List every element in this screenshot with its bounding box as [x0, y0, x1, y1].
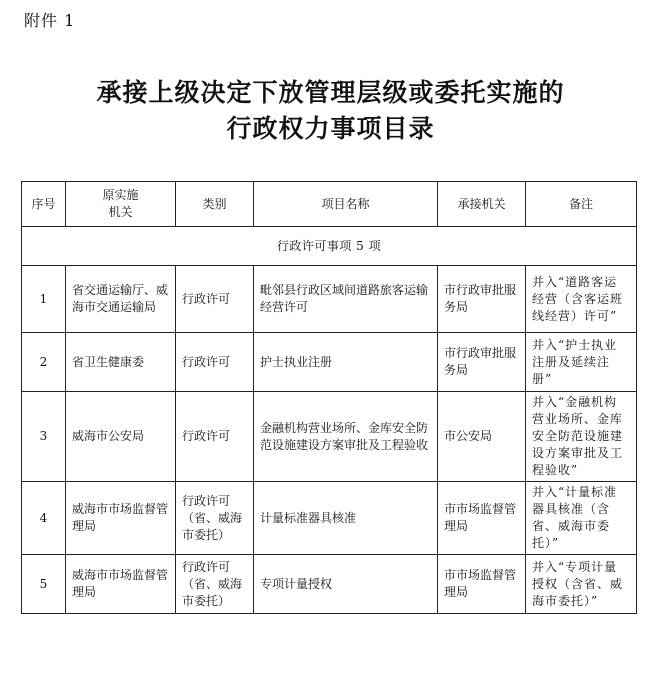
- header-item-name: 项目名称: [254, 182, 438, 227]
- row-remarks: 并入“护士执业注册及延续注册”: [526, 333, 637, 392]
- table-row: [22, 392, 637, 482]
- row-category: 行政许可: [176, 392, 254, 482]
- power-items-table: [21, 181, 637, 614]
- row-remarks: 并入“道路客运经营（含客运班线经营）许可”: [526, 266, 637, 333]
- section-label: 行政许可事项 5 项: [22, 227, 637, 266]
- row-item-name: 护士执业注册: [254, 333, 438, 392]
- row-no: 4: [22, 482, 66, 555]
- row-receiving-agency: 市行政审批服务局: [438, 333, 526, 392]
- row-receiving-agency: 市行政审批服务局: [438, 266, 526, 333]
- document-title-line-2: 行政权力事项目录: [226, 114, 435, 143]
- header-no: 序号: [22, 182, 66, 227]
- header-remarks: 备注: [526, 182, 637, 227]
- header-category: 类别: [176, 182, 254, 227]
- table-row: [22, 266, 637, 333]
- row-category: 行政许可（省、威海市委托）: [176, 482, 254, 555]
- table-row: [22, 333, 637, 392]
- row-remarks: 并入“金融机构营业场所、金库安全防范设施建设方案审批及工程验收”: [526, 392, 637, 482]
- row-remarks: 并入“计量标准器具核准（含省、威海市委托）”: [526, 482, 637, 555]
- row-original-agency: 威海市公安局: [66, 392, 176, 482]
- row-original-agency: 省交通运输厅、威海市交通运输局: [66, 266, 176, 333]
- row-item-name: 计量标准器具核准: [254, 482, 438, 555]
- table-row: [22, 482, 637, 555]
- row-original-agency: 省卫生健康委: [66, 333, 176, 392]
- row-no: 3: [22, 392, 66, 482]
- section-row: [22, 227, 637, 266]
- document-title-line-1: 承接上级决定下放管理层级或委托实施的: [96, 78, 565, 107]
- row-no: 1: [22, 266, 66, 333]
- row-no: 2: [22, 333, 66, 392]
- header-original-agency: [66, 182, 176, 227]
- row-category: 行政许可（省、威海市委托）: [176, 555, 254, 614]
- row-receiving-agency: 市市场监督管理局: [438, 482, 526, 555]
- row-receiving-agency: 市市场监督管理局: [438, 555, 526, 614]
- row-original-agency: 威海市市场监督管理局: [66, 482, 176, 555]
- row-item-name: 金融机构营业场所、金库安全防范设施建设方案审批及工程验收: [254, 392, 438, 482]
- row-original-agency: 威海市市场监督管理局: [66, 555, 176, 614]
- row-category: 行政许可: [176, 266, 254, 333]
- table-header-row: [22, 182, 637, 227]
- row-receiving-agency: 市公安局: [438, 392, 526, 482]
- row-category: 行政许可: [176, 333, 254, 392]
- table-row: [22, 555, 637, 614]
- row-item-name: 专项计量授权: [254, 555, 438, 614]
- row-item-name: 毗邻县行政区域间道路旅客运输经营许可: [254, 266, 438, 333]
- row-no: 5: [22, 555, 66, 614]
- row-remarks: 并入“专项计量授权（含省、威海市委托）”: [526, 555, 637, 614]
- header-original-agency-label: 原实施 机关: [102, 188, 139, 219]
- attachment-label: 附件 1: [24, 11, 76, 30]
- header-receiving-agency: 承接机关: [438, 182, 526, 227]
